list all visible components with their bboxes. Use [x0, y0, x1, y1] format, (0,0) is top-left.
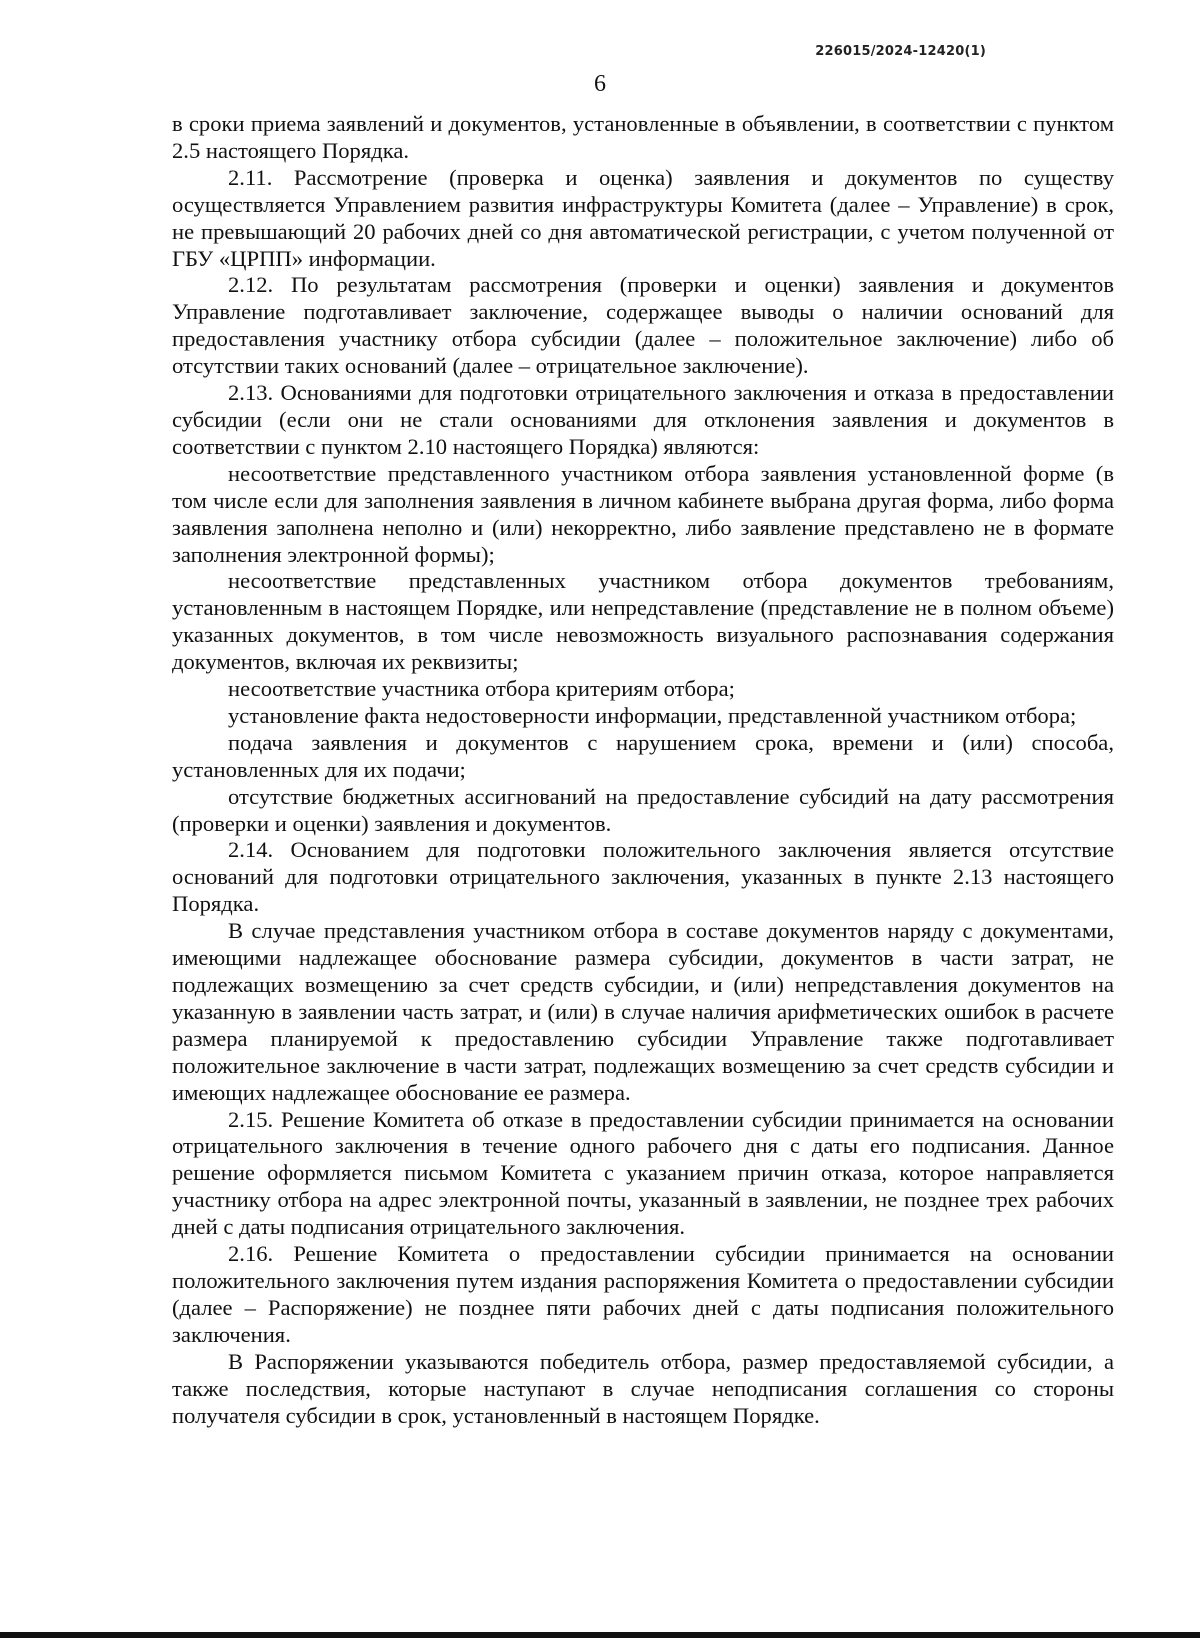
paragraph-2-12: 2.12. По результатам рассмотрения (проверки и оценки) заявления и документов Управление подготавливает заключение, содержащее выводы о наличии оснований для предоставления участнику отбора субсидии (далее – положительное заключение) либо об отсутствии таких оснований (далее – отрицательное заключение). [172, 272, 1114, 379]
list-item-form-mismatch: несоответствие представленного участником отбора заявления установленной форме (в том числе если для заполнения заявления в личном кабинете выбрана другая форма, либо форма заявления заполнена неполно и (или) некорректно, либо заявление представлено не в формате заполнения электронной формы); [172, 460, 1114, 567]
paragraph-2-16: 2.16. Решение Комитета о предоставлении субсидии принимается на основании положительного заключения путем издания распоряжения Комитета о предоставлении субсидии (далее – Распоряжение) не позднее пяти рабочих дней с даты подписания положительного заключения. [172, 1241, 1114, 1347]
document-body [172, 111, 1114, 1429]
paragraph-2-14: 2.14. Основанием для подготовки положительного заключения является отсутствие оснований для подготовки отрицательного заключения, указанных в пункте 2.13 настоящего Порядка. [172, 837, 1114, 917]
list-item-no-budget: отсутствие бюджетных ассигнований на предоставление субсидий на дату рассмотрения (проверки и оценки) заявления и документов. [172, 783, 1114, 836]
scan-bottom-edge [0, 1632, 1200, 1638]
page-number: 6 [594, 71, 606, 97]
paragraph-partial-costs: В случае представления участником отбора в составе документов наряду с документами, имеющими надлежащее обоснование размера субсидии, документов в части затрат, не подлежащих возмещению за счет средств субсидии, и (или) непредставления документов на указанную в заявлении часть затрат, и (или) в случае наличия арифметических ошибок в расчете размера планируемой к предоставлению субсидии Управление также подготавливает положительное заключение в части затрат, подлежащих возмещению за счет средств субсидии и имеющих надлежащее обоснование ее размера. [172, 918, 1114, 1105]
list-item-documents-mismatch: несоответствие представленных участником отбора документов требованиям, установленным в настоящем Порядке, или непредставление (представление не в полном объеме) указанных документов, в том числе невозможность визуального распознавания содержания документов, включая их реквизиты; [172, 568, 1114, 675]
paragraph-2-13: 2.13. Основаниями для подготовки отрицательного заключения и отказа в предоставлении субсидии (если они не стали основаниями для отклонения заявления и документов в соответствии с пунктом 2.10 настоящего Порядка) являются: [172, 380, 1114, 459]
list-item-late-submission: подача заявления и документов с нарушением срока, времени и (или) способа, установленных для их подачи; [172, 729, 1114, 782]
paragraph-2-15: 2.15. Решение Комитета об отказе в предоставлении субсидии принимается на основании отрицательного заключения в течение одного рабочего дня с даты его подписания. Данное решение оформляется письмом Комитета с указанием причин отказа, которое направляется участнику отбора на адрес электронной почты, указанный в заявлении, не позднее трех рабочих дней с даты подписания отрицательного заключения. [172, 1106, 1114, 1240]
list-item-criteria-mismatch: несоответствие участника отбора критериям отбора; [228, 676, 735, 702]
paragraph-2-11: 2.11. Рассмотрение (проверка и оценка) заявления и документов по существу осуществляется Управлением развития инфраструктуры Комитета (далее – Управление) в срок, не превышающий 20 рабочих дней со дня автоматической регистрации, с учетом полученной от ГБУ «ЦРПП» информации. [172, 164, 1114, 271]
paragraph-order-contents: В Распоряжении указываются победитель отбора, размер предоставляемой субсидии, а также последствия, которые наступают в случае неподписания соглашения со стороны получателя субсидии в срок, установленный в настоящем Порядке. [172, 1348, 1114, 1428]
list-item-false-information: установление факта недостоверности информации, представленной участником отбора; [228, 702, 1077, 728]
paragraph-continuation: в сроки приема заявлений и документов, установленные в объявлении, в соответствии с пунктом 2.5 настоящего Порядка. [172, 111, 1114, 163]
document-registration-number: 226015/2024-12420(1) [815, 44, 986, 59]
